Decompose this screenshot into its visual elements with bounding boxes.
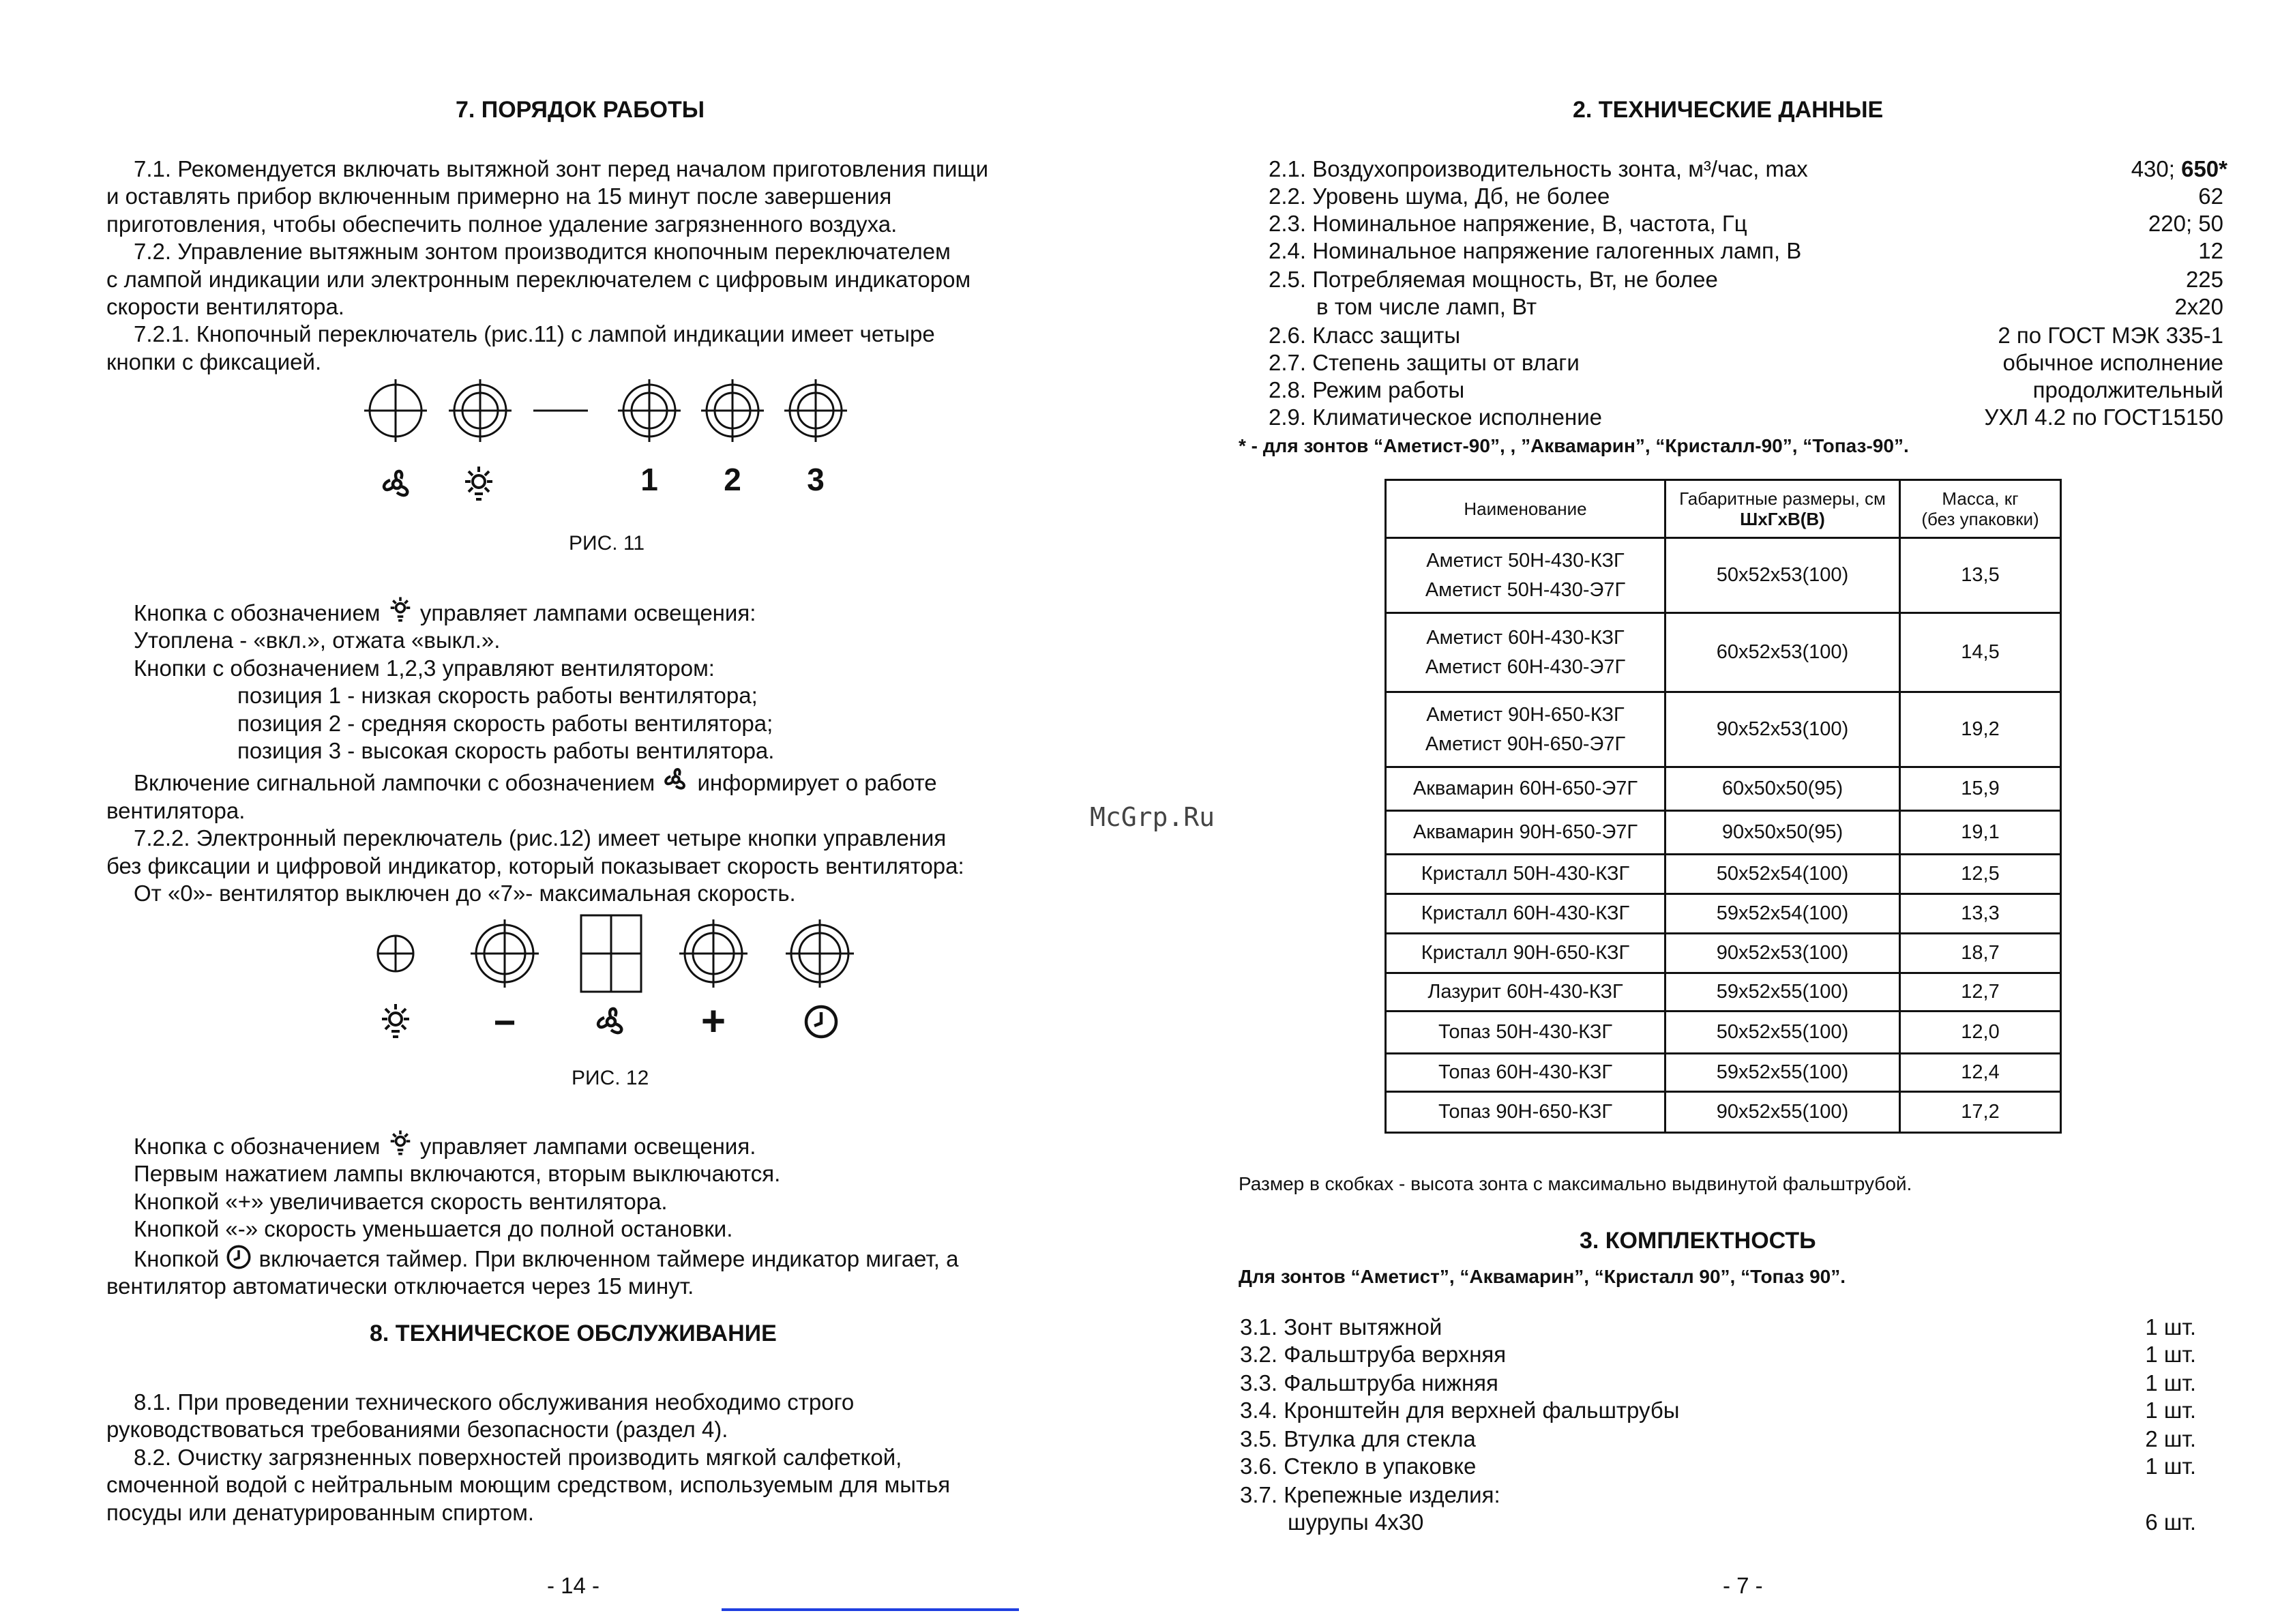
model-mass: 19,1 [1900, 811, 2061, 855]
text-line: Первым нажатием лампы включаются, вторым выключаются. [134, 1161, 781, 1187]
section3-title: 3. КОМПЛЕКТНОСТЬ [1580, 1228, 1816, 1254]
spec-value: обычное исполнение [2002, 350, 2223, 375]
model-dims: 60х50х50(95) [1665, 767, 1900, 811]
spec-label: 2.3. Номинальное напряжение, В, частота, Гц [1269, 211, 1747, 236]
button-3-icon [784, 379, 847, 442]
spec-value: 12 [2198, 238, 2223, 263]
package-qty: 1 шт. [2145, 1314, 2196, 1340]
table-row [1386, 973, 2061, 1012]
table-row [1386, 894, 2061, 934]
spec-value: 220; 50 [2148, 211, 2223, 236]
models-table [1385, 479, 2062, 1134]
text-line: 7.2. Управление вытяжным зонтом производится кнопочным переключателем [134, 239, 951, 265]
header-name: Наименование [1386, 480, 1665, 538]
text-line: без фиксации и цифровой индикатор, который показывает скорость вентилятора: [106, 853, 964, 879]
package-label: шурупы 4х30 [1288, 1509, 1424, 1535]
section7-title: 7. ПОРЯДОК РАБОТЫ [456, 97, 705, 123]
model-name: Топаз 50Н-430-КЗГ [1386, 1012, 1665, 1054]
model-name: Аметист 90Н-650-КЗГ Аметист 90Н-650-Э7Г [1386, 692, 1665, 767]
package-row [1240, 1426, 2196, 1453]
clock-icon [225, 1243, 252, 1271]
package-label: 3.3. Фальштруба нижняя [1240, 1370, 1498, 1396]
spec-value: 225 [2185, 267, 2223, 292]
clock-icon [802, 1003, 840, 1041]
text-line: позиция 3 - высокая скорость работы вентилятора. [237, 738, 775, 764]
package-row [1240, 1453, 2196, 1480]
lamp-icon [387, 595, 414, 625]
text-line: Кнопкой «-» скорость уменьшается до полной остановки. [134, 1216, 733, 1242]
spec-value: 2х20 [2174, 294, 2223, 319]
section8-body [106, 1389, 950, 1526]
left-page-number: - 14 - [547, 1573, 600, 1598]
lamp-icon [387, 1128, 414, 1158]
model-mass: 13,3 [1900, 894, 2061, 934]
spec-value: 2 по ГОСТ МЭК 335-1 [1998, 323, 2223, 348]
table-row [1386, 692, 2061, 767]
spec-row [1316, 293, 2223, 321]
text-line: вентилятор автоматически отключается через 15 минут. [106, 1273, 694, 1299]
digital-indicator-icon [581, 915, 641, 992]
button-2-icon [701, 379, 764, 442]
package-label: 3.4. Кронштейн для верхней фальштрубы [1240, 1398, 1680, 1423]
figure-12-caption: РИС. 12 [572, 1067, 649, 1089]
package-label: 3.7. Крепежные изделия: [1240, 1482, 1500, 1507]
model-name: Аквамарин 60Н-650-Э7Г [1386, 767, 1665, 811]
lamp-icon [376, 1001, 415, 1042]
figure-11-buttons [355, 377, 873, 445]
model-mass: 12,7 [1900, 973, 2061, 1012]
model-mass: 12,4 [1900, 1054, 2061, 1092]
text-line: 7.2.2. Электронный переключатель (рис.12) имеет четыре кнопки управления [134, 825, 947, 851]
spec-row [1269, 237, 2223, 265]
package-qty: 1 шт. [2145, 1370, 2196, 1396]
timer-button-icon [786, 919, 854, 988]
spec-label: 2.7. Степень защиты от влаги [1269, 350, 1580, 375]
package-qty: 1 шт. [2145, 1342, 2196, 1367]
spec-row [1269, 322, 2223, 349]
model-dims: 90х52х53(100) [1665, 692, 1900, 767]
table-row [1386, 538, 2061, 613]
model-mass: 14,5 [1900, 613, 2061, 692]
watermark: McGrp.Ru [1090, 802, 1215, 832]
model-dims: 90х50х50(95) [1665, 811, 1900, 855]
signal-lamp-line: Включение сигнальной лампочки с обозначением информирует о работе [106, 765, 964, 797]
table-row [1386, 613, 2061, 692]
text-line: позиция 1 - низкая скорость работы вентилятора; [237, 683, 758, 709]
model-name: Топаз 60Н-430-КЗГ [1386, 1054, 1665, 1092]
package-qty: 6 шт. [2145, 1509, 2196, 1535]
model-name: Топаз 90Н-650-КЗГ [1386, 1092, 1665, 1133]
section7-intro [106, 156, 988, 376]
package-label: 3.6. Стекло в упаковке [1240, 1453, 1477, 1479]
model-dims: 60х52х53(100) [1665, 613, 1900, 692]
fig11-label-3: 3 [807, 462, 825, 497]
table-header-row [1386, 480, 2061, 538]
figure-11-caption: РИС. 11 [569, 532, 645, 555]
table-row [1386, 1092, 2061, 1133]
text-line: Кнопки с обозначением 1,2,3 управляют вентилятором: [134, 655, 715, 681]
model-dims: 59х52х55(100) [1665, 1054, 1900, 1092]
text-line: руководствоваться требованиями безопасности (раздел 4). [106, 1417, 728, 1443]
text-line: вентилятора. [106, 797, 246, 823]
text-line: позиция 2 - средняя скорость работы вентилятора; [237, 710, 773, 736]
right-page-number: - 7 - [1723, 1573, 1763, 1598]
spec-label: 2.4. Номинальное напряжение галогенных ламп, В [1269, 238, 1802, 263]
text-line: 7.1. Рекомендуется включать вытяжной зонт перед началом приготовления пищи [134, 156, 989, 181]
model-name: Кристалл 60Н-430-КЗГ [1386, 894, 1665, 934]
text-line: посуды или денатурированным спиртом. [106, 1499, 535, 1525]
plus-icon: + [700, 998, 726, 1045]
text-line: и оставлять прибор включенным примерно на 15 минут после завершения [106, 183, 892, 209]
model-mass: 17,2 [1900, 1092, 2061, 1133]
spec-label: 2.9. Климатическое исполнение [1269, 404, 1602, 430]
model-dims: 50х52х53(100) [1665, 538, 1900, 613]
text-line: скорости вентилятора. [106, 294, 344, 320]
fan-icon [378, 465, 416, 503]
spec-row [1269, 210, 2223, 237]
package-qty: 2 шт. [2145, 1426, 2196, 1451]
button-double-ring-icon [449, 379, 512, 442]
spec-label: в том числе ламп, Вт [1316, 294, 1537, 319]
package-label: 3.1. Зонт вытяжной [1240, 1314, 1442, 1340]
text-line: Утоплена - «вкл.», отжата «выкл.». [134, 628, 501, 653]
header-mass: Масса, кг (без упаковки) [1900, 480, 2061, 538]
minus-icon: − [493, 1001, 516, 1044]
spec-row [1269, 349, 2223, 377]
model-dims: 59х52х55(100) [1665, 973, 1900, 1012]
text-line: с лампой индикации или электронным переключателем с цифровым индикатором [106, 266, 971, 292]
package-row [1288, 1509, 2196, 1536]
spec-value: продолжительный [2032, 377, 2223, 402]
model-mass: 13,5 [1900, 538, 2061, 613]
spec-row [1269, 377, 2223, 404]
package-row [1240, 1397, 2196, 1424]
text-line: Кнопкой «+» увеличивается скорость вентилятора. [134, 1188, 668, 1214]
table-note: Размер в скобках - высота зонта с максимально выдвинутой фальштрубой. [1239, 1173, 1912, 1194]
footnote: * - для зонтов “Аметист-90”, , ”Аквамарин”, “Кристалл-90”, “Топаз-90”. [1239, 435, 1909, 456]
light-button-icon [378, 936, 413, 971]
spec-value: 62 [2198, 183, 2223, 209]
package-row [1240, 1481, 2196, 1509]
lamp-button-line: Кнопка с обозначением управляет лампами освещения. [106, 1128, 958, 1160]
text-line: кнопки с фиксацией. [106, 349, 322, 374]
spec-row [1269, 266, 2223, 293]
minus-button-icon [471, 919, 539, 988]
spec-value: 430; 650* [2131, 156, 2227, 181]
table-row [1386, 1012, 2061, 1054]
model-name: Аквамарин 90Н-650-Э7Г [1386, 811, 1665, 855]
fig11-label-2: 2 [724, 462, 741, 497]
model-name: Аметист 60Н-430-КЗГ Аметист 60Н-430-Э7Г [1386, 613, 1665, 692]
table-row [1386, 767, 2061, 811]
package-label: 3.2. Фальштруба верхняя [1240, 1342, 1507, 1367]
model-dims: 50х52х55(100) [1665, 1012, 1900, 1054]
spec-row [1269, 156, 2227, 183]
table-row [1386, 934, 2061, 973]
model-dims: 50х52х54(100) [1665, 855, 1900, 894]
package-label: 3.5. Втулка для стекла [1240, 1426, 1476, 1451]
header-dims: Габаритные размеры, см ШхГхВ(В) [1665, 480, 1900, 538]
package-row [1240, 1314, 2196, 1341]
spec-row [1269, 183, 2223, 210]
table-row [1386, 811, 2061, 855]
table-row [1386, 1054, 2061, 1092]
lamp-icon [460, 464, 498, 505]
model-mass: 12,5 [1900, 855, 2061, 894]
text-line: смоченной водой с нейтральным моющим средством, используемым для мытья [106, 1472, 951, 1498]
plus-button-icon [679, 919, 747, 988]
model-mass: 12,0 [1900, 1012, 2061, 1054]
fig11-description [106, 595, 964, 907]
spec-label: 2.1. Воздухопроизводительность зонта, м³/час, max [1269, 156, 1808, 181]
package-row [1240, 1341, 2196, 1368]
package-qty: 1 шт. [2145, 1453, 2196, 1479]
fig11-label-1: 1 [640, 462, 658, 497]
fan-icon [592, 1003, 630, 1041]
fig12-description [106, 1128, 958, 1300]
spec-label: 2.8. Режим работы [1269, 377, 1465, 402]
underline-link[interactable] [722, 1608, 1019, 1611]
model-mass: 19,2 [1900, 692, 2061, 767]
model-name: Аметист 50Н-430-КЗГ Аметист 50Н-430-Э7Г [1386, 538, 1665, 613]
model-name: Кристалл 50Н-430-КЗГ [1386, 855, 1665, 894]
spec-label: 2.2. Уровень шума, Дб, не более [1269, 183, 1610, 209]
table-row [1386, 855, 2061, 894]
spec-value: УХЛ 4.2 по ГОСТ15150 [1984, 404, 2223, 430]
button-plain-icon [364, 379, 427, 442]
model-dims: 90х52х53(100) [1665, 934, 1900, 973]
spec-label: 2.6. Класс защиты [1269, 323, 1461, 348]
model-name: Кристалл 90Н-650-КЗГ [1386, 934, 1665, 973]
figure-12-buttons [368, 911, 873, 1001]
fan-icon [661, 765, 691, 795]
section8-title: 8. ТЕХНИЧЕСКОЕ ОБСЛУЖИВАНИЕ [370, 1320, 777, 1346]
text-line: 8.1. При проведении технического обслуживания необходимо строго [134, 1389, 855, 1415]
package-qty: 1 шт. [2145, 1398, 2196, 1423]
package-row [1240, 1370, 2196, 1397]
button-1-icon [618, 379, 681, 442]
spec-row [1269, 404, 2223, 431]
timer-line: Кнопкой включается таймер. При включенном таймере индикатор мигает, а [106, 1243, 958, 1273]
model-mass: 18,7 [1900, 934, 2061, 973]
text-line: От «0»- вентилятор выключен до «7»- максимальная скорость. [134, 881, 796, 906]
section3-subtitle: Для зонтов “Аметист”, “Аквамарин”, “Кристалл 90”, “Топаз 90”. [1239, 1266, 1846, 1287]
lamp-button-line: Кнопка с обозначением управляет лампами освещения: [106, 595, 964, 627]
model-mass: 15,9 [1900, 767, 2061, 811]
model-dims: 59х52х54(100) [1665, 894, 1900, 934]
section2-title: 2. ТЕХНИЧЕСКИЕ ДАННЫЕ [1573, 97, 1884, 123]
model-dims: 90х52х55(100) [1665, 1092, 1900, 1133]
text-line: 8.2. Очистку загрязненных поверхностей производить мягкой салфеткой, [134, 1444, 902, 1470]
model-name: Лазурит 60Н-430-КЗГ [1386, 973, 1665, 1012]
text-line: 7.2.1. Кнопочный переключатель (рис.11) с лампой индикации имеет четыре [134, 321, 935, 347]
spec-label: 2.5. Потребляемая мощность, Вт, не более [1269, 267, 1718, 292]
text-line: приготовления, чтобы обеспечить полное удаление загрязненного воздуха. [106, 211, 898, 237]
